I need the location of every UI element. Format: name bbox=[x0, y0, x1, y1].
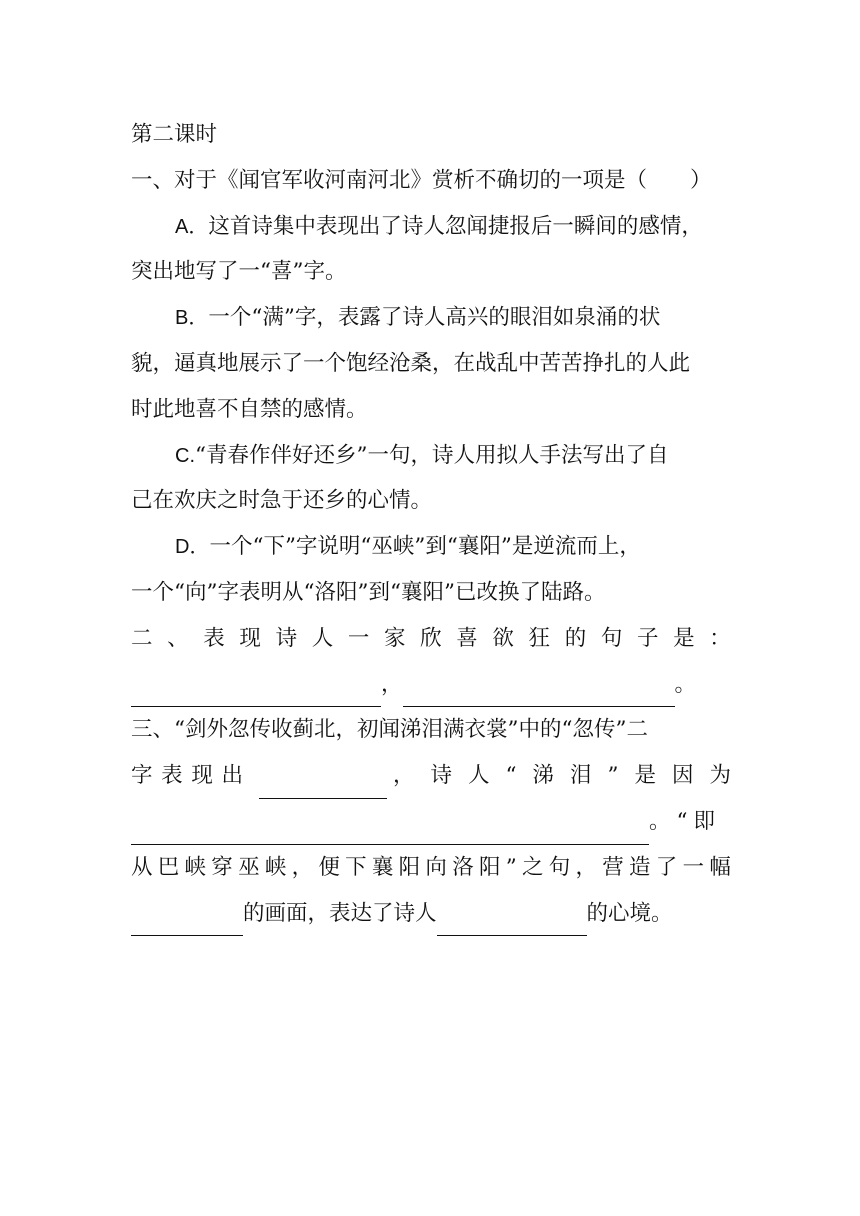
question-3-text-char: 人 bbox=[468, 763, 490, 789]
question-3-text-char: 从 bbox=[131, 854, 153, 880]
question-3-text-char: 向 bbox=[425, 854, 447, 880]
answer-blank-2[interactable] bbox=[403, 676, 675, 707]
question-3-text-char: ” bbox=[505, 854, 517, 880]
question-2-stem-char: 喜 bbox=[456, 625, 478, 651]
question-3-text-char: ， bbox=[575, 854, 598, 880]
question-2-stem-char: 诗 bbox=[275, 625, 298, 651]
question-2-stem-char: 的 bbox=[564, 625, 587, 651]
question-3-text-char: 字 bbox=[131, 763, 153, 789]
question-2-stem-char: 子 bbox=[636, 625, 659, 651]
option-c-line-2: 己在欢庆之时急于还乡的心情。 bbox=[131, 488, 433, 514]
question-2-stem-char: 是 bbox=[673, 625, 695, 651]
question-2-stem-char: 表 bbox=[203, 625, 225, 651]
question-3-text-char: 是 bbox=[634, 763, 656, 789]
question-3-text-char: 涕 bbox=[532, 763, 554, 789]
option-c-label: C. bbox=[175, 444, 195, 467]
question-3-line-1: 三、“剑外忽传收蓟北，初闻涕泪满衣裳”中的“忽传”二 bbox=[131, 717, 648, 743]
question-3-text-char: 诗 bbox=[430, 763, 453, 789]
document-body bbox=[131, 112, 731, 936]
option-c-line-1: C.“青春作伴好还乡”一句，诗人用拟人手法写出了自 bbox=[175, 442, 669, 468]
question-2-stem-char: 狂 bbox=[528, 625, 551, 651]
question-2-stem-char: 一 bbox=[347, 625, 370, 651]
question-3-text-char: 幅 bbox=[709, 854, 731, 880]
question-3-text-char: 洛 bbox=[452, 854, 474, 880]
answer-blank-6[interactable] bbox=[437, 905, 587, 936]
question-3-text-char: ， bbox=[291, 854, 314, 880]
question-1-stem: 一、对于《闻官军收河南河北》赏析不确切的一项是（ ） bbox=[131, 167, 712, 193]
question-3-text-char: 阳 bbox=[398, 854, 421, 880]
question-3-text-char: 造 bbox=[629, 854, 651, 880]
lesson-title: 第二课时 bbox=[131, 122, 218, 147]
question-3-text-char: 营 bbox=[602, 854, 624, 880]
question-2-stem bbox=[131, 616, 731, 662]
question-3-text-char: 一 bbox=[682, 854, 705, 880]
question-3-text-char: 句 bbox=[548, 854, 571, 880]
question-3-text-char: 峡 bbox=[264, 854, 287, 880]
option-d-line-2: 一个“向”字表明从“洛阳”到“襄阳”已改换了陆路。 bbox=[131, 579, 606, 605]
question-2-stem-char: 人 bbox=[311, 625, 334, 651]
question-3-text-char: 出 bbox=[221, 763, 243, 789]
question-3-text-char: ” bbox=[607, 763, 619, 789]
option-d-line-1: D．一个“下”字说明“巫峡”到“襄阳”是逆流而上， bbox=[175, 534, 641, 560]
question-3-text-char: 便 bbox=[318, 854, 340, 880]
answer-blank-1[interactable] bbox=[131, 676, 381, 707]
question-3-text-char: ， bbox=[393, 763, 415, 789]
question-2-stem-char: 家 bbox=[383, 625, 406, 651]
option-a-label: A． bbox=[175, 215, 209, 238]
option-a-line-1: A．这首诗集中表现出了诗人忽闻捷报后一瞬间的感情， bbox=[175, 213, 703, 239]
question-2-stem-char: ： bbox=[709, 625, 731, 651]
question-3-text-char: 泪 bbox=[569, 763, 592, 789]
question-3-text-char: 为 bbox=[709, 763, 731, 789]
answer-blank-5[interactable] bbox=[131, 905, 243, 936]
answer-blank-4[interactable] bbox=[131, 814, 649, 845]
option-b-line-3: 时此地喜不自禁的感情。 bbox=[131, 396, 368, 422]
option-b-line-1: B．一个“满”字，表露了诗人高兴的眼泪如泉涌的状 bbox=[175, 305, 661, 331]
question-2-stem-char: 现 bbox=[239, 625, 261, 651]
question-3-text-char: 峡 bbox=[184, 854, 207, 880]
question-3-text-char: 因 bbox=[671, 763, 694, 789]
question-2-stem-char: 、 bbox=[167, 625, 189, 651]
option-d-label: D． bbox=[175, 536, 210, 559]
question-2-stem-char: 句 bbox=[600, 625, 623, 651]
question-3-text-char: 了 bbox=[655, 854, 678, 880]
option-b-label: B． bbox=[175, 307, 209, 330]
question-2-stem-char: 二 bbox=[131, 625, 153, 651]
question-2-answer-line: ， 。 bbox=[131, 662, 731, 708]
option-b-line-2: 貌，逼真地展示了一个饱经沧桑，在战乱中苦苦挣扎的人此 bbox=[131, 350, 691, 376]
question-3-text-char: 巫 bbox=[238, 854, 260, 880]
question-3-line-3: 。“即 bbox=[131, 799, 731, 845]
answer-blank-3[interactable] bbox=[259, 768, 387, 799]
option-a-line-2: 突出地写了一“喜”字。 bbox=[131, 259, 347, 285]
question-2-stem-char: 欲 bbox=[492, 625, 514, 651]
question-3-text-char: 下 bbox=[345, 854, 367, 880]
question-3-text-char: 阳 bbox=[478, 854, 501, 880]
question-3-text-char: 襄 bbox=[371, 854, 394, 880]
question-3-text-char: 巴 bbox=[157, 854, 180, 880]
question-3-text-char: 现 bbox=[191, 763, 213, 789]
question-3-text-char: 穿 bbox=[211, 854, 233, 880]
question-3-text-char: 之 bbox=[521, 854, 544, 880]
question-3-line-2 bbox=[131, 753, 731, 799]
question-3-text-char: 表 bbox=[161, 763, 183, 789]
question-3-text-char: “ bbox=[505, 763, 517, 789]
question-3-line-5: 的画面，表达了诗人 的心境。 bbox=[131, 891, 731, 937]
question-3-line-4 bbox=[131, 845, 731, 891]
question-2-stem-char: 欣 bbox=[420, 625, 442, 651]
